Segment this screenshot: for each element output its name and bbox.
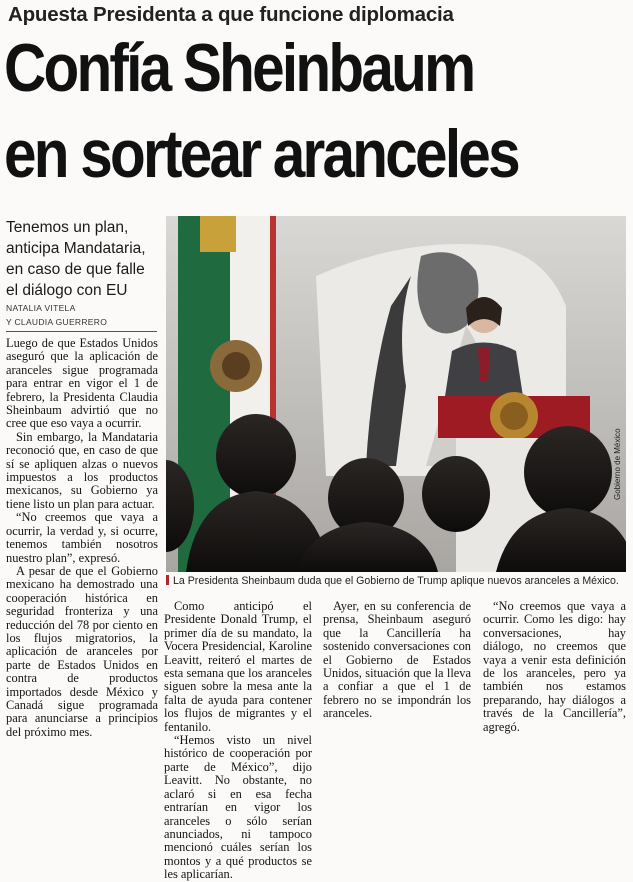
caption-text: La Presidenta Sheinbaum duda que el Gobierno de Trump aplique nuevos aranceles a México.: [173, 575, 619, 587]
body-paragraph: Sin embargo, la Mandataria reconoció que, en caso de que sí se apliquen alzas o nuevos impuestos a los productos mexicanos, su Gobierno ya tiene listo un plan para actuar.: [6, 429, 158, 511]
deck-line: Tenemos un plan,: [6, 219, 129, 236]
body-paragraph: Luego de que Estados Unidos aseguró que la aplicación de aranceles sigue programada para entrar en vigor el 1 de febrero, la Presidenta Claudia Sheinbaum advirtió que no cree que eso vaya a ocurrir.: [6, 336, 158, 431]
article-deck: [6, 217, 156, 301]
body-paragraph: “No creemos que vaya a ocurrir, la verdad y, si ocurre, tenemos también nosotros nuestro plan”, expresó.: [6, 510, 158, 565]
body-column-4: [483, 600, 626, 734]
article-photo: [166, 216, 626, 572]
body-paragraph: “No creemos que vaya a ocurrir. Como les digo: hay conversaciones, hay diálogo, no creemos que vaya a venir esta definición de los aranceles, pero ya también nos estamos preparando, hay diálogos a través de la Cancillería”, agregó.: [483, 599, 626, 734]
deck-line: el diálogo con EU: [6, 282, 128, 299]
body-column-3: [323, 600, 471, 721]
body-paragraph: Como anticipó el Presidente Donald Trump, el primer día de su mandato, la Vocera Presidencial, Karoline Leavitt, reiteró el martes de esta semana que los aranceles siguen sobre la mesa ante la falta de ayuda para contener los flujos de migrantes y el fentanilo.: [164, 599, 312, 734]
headline-line-2: en sortear aranceles: [4, 116, 518, 192]
deck-line: anticipa Mandataria,: [6, 240, 146, 257]
body-column-2: [164, 600, 312, 882]
byline-author: Y CLAUDIA GUERRERO: [6, 317, 108, 327]
byline: [6, 301, 107, 329]
article-kicker: Apuesta Presidenta a que funcione diplomacia: [8, 3, 454, 26]
byline-author: NATALIA VITELA: [6, 303, 76, 313]
press-conference-image: [166, 216, 626, 572]
body-paragraph: A pesar de que el Gobierno mexicano ha demostrado una cooperación histórica en seguridad fronteriza y una reducción del 78 por ciento en los flujos migratorios, la aplicación de aranceles por parte de Estados Unidos en contra de productos importados desde México y Canadá sigue programada para anunciarse a principios del próximo mes.: [6, 563, 158, 739]
caption-marker: [166, 575, 169, 585]
headline-line-1: Confía Sheinbaum: [4, 30, 474, 106]
photo-credit: Gobierno de México: [613, 428, 622, 500]
body-column-1: [6, 337, 158, 739]
byline-divider: [6, 331, 157, 332]
body-paragraph: “Hemos visto un nivel histórico de cooperación por parte de México”, dijo Leavitt. No obstante, no aclaró si en esa fecha entrarían en vigor los aranceles o sólo serían anunciados, ni tampoco mencionó cuáles serían los montos y a qué productos se les aplicarían.: [164, 733, 312, 882]
deck-line: en caso de que falle: [6, 261, 145, 278]
body-paragraph: Ayer, en su conferencia de prensa, Sheinbaum aseguró que la Cancillería ha sostenido conversaciones con el Gobierno de Estados Unidos, situación que la lleva a confiar a que el 1 de febrero no se impondrán los aranceles.: [323, 599, 471, 721]
photo-caption: [166, 575, 626, 587]
